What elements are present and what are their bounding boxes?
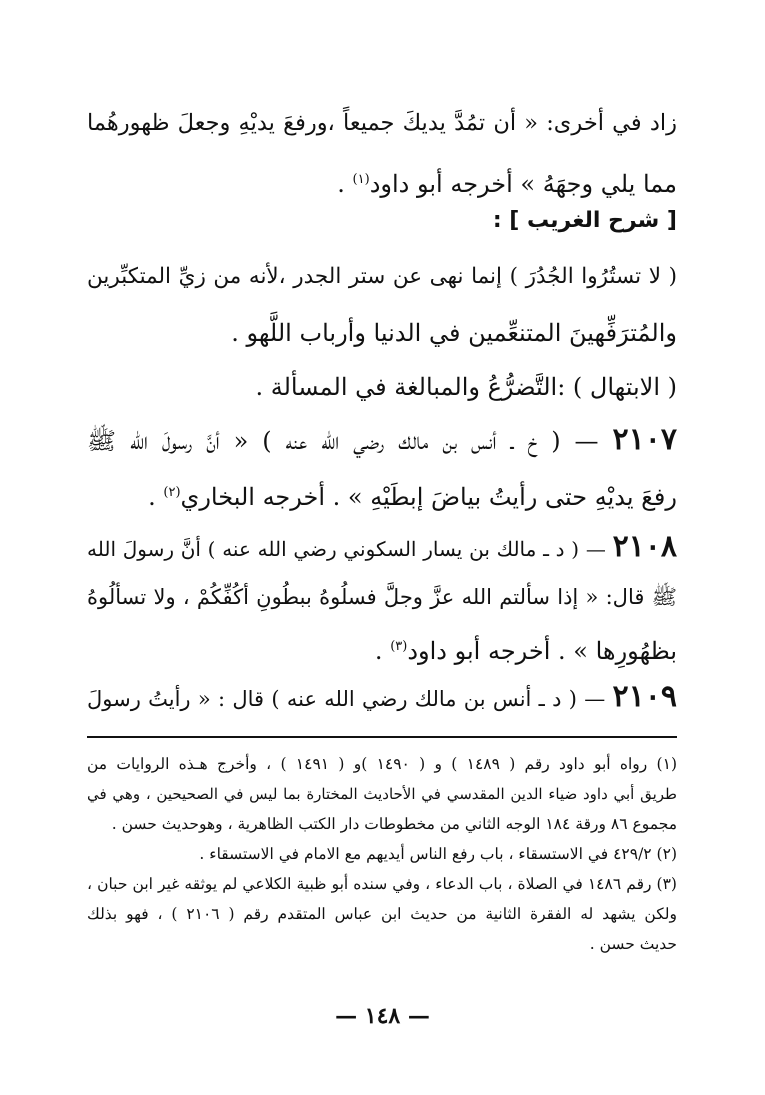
hadith-2108-end: .	[374, 637, 383, 665]
hadith-number-2108: ٢١٠٨	[612, 529, 678, 564]
text-line-6: ( الابتهال ) :التَّضرُّعُ والمبالغة في المسألة .	[255, 373, 677, 401]
page-number: — ١٤٨ —	[335, 1003, 430, 1029]
text-line-2-end: .	[337, 170, 345, 198]
footnote-3-line-3: حديث حسن .	[589, 935, 677, 953]
text-line-1: زاد في أخرى: « أن تمُدَّ يديكَ جميعاً ،ورفعَ يديْهِ وجعلَ ظهورهُما	[87, 110, 677, 136]
footnote-ref-2: (٢)	[163, 485, 181, 500]
hadith-2107-text-1: — ( خ ـ أنس بن مالك رضي الله عنه ) « أنَّ رسولَ الله ﷺ	[87, 427, 599, 455]
hadith-2108-text-1: — ( د ـ مالك بن يسار السكوني رضي الله عنه ) أنَّ رسولَ الله	[87, 537, 606, 561]
footnote-1-line-2: طريق أبي داود ضياء الدين المقدسي في الأحاديث المختارة بما ليس في الصحيحين ، وهي في	[87, 785, 677, 803]
hadith-2108-line-3	[375, 632, 677, 666]
footnote-ref-1: (١)	[352, 172, 370, 187]
footnote-1-line-3: مجموع ٨٦ ورقة ١٨٤ الوجه الثاني من مخطوطات دار الكتب الظاهرية ، وهوحديث حسن .	[111, 815, 677, 833]
hadith-2108-line-2: ﷺ قال: « إذا سألتم الله عزَّ وجلَّ فسلُوهُ ببطُونِ أكُفِّكُمْ ، ولا تسألُوهُ	[87, 585, 677, 609]
footnote-3-line-2: ولكن يشهد له الفقرة الثانية من حديث ابن عباس المتقدم رقم ( ٢١٠٦ ) ، فهو بذلك	[87, 905, 677, 923]
hadith-2109-line-1	[87, 679, 677, 714]
text-line-2	[337, 165, 677, 199]
text-line-4: ( لا تستُرُوا الجُدُرَ ) إنما نهى عن ستر الجدر ،لأنه من زيِّ المتكبِّرين	[87, 264, 677, 289]
gharib-heading: [ شرح الغريب ] :	[492, 208, 677, 233]
text-line-2-main: مما يلي وجهَهُ » أخرجه أبو داود	[369, 170, 677, 198]
footnote-2-line-1: (٢) ٤٢٩/٢ في الاستسقاء ، باب رفع الناس أيديهم مع الامام في الاستسقاء .	[199, 845, 677, 863]
footnote-ref-3: (٣)	[390, 639, 408, 654]
footnote-3-line-1: (٣) رقم ١٤٨٦ في الصلاة ، باب الدعاء ، وفي سنده أبو ظبية الكلاعي لم يوثقه غير ابن حبان ،	[87, 875, 677, 893]
hadith-2108-line-1	[87, 529, 678, 564]
footnote-1-line-1: (١) رواه أبو داود رقم ( ١٤٨٩ ) و ( ١٤٩٠ )و ( ١٤٩١ ) ، وأخرج هـذه الروايات من	[87, 755, 677, 773]
hadith-2109-text-1: — ( د ـ أنس بن مالك رضي الله عنه ) قال : « رأيتُ رسولَ	[87, 687, 606, 711]
hadith-2108-text-3: بظهُورِها » . أخرجه أبو داود	[407, 637, 677, 665]
text-line-5: والمُترَفِّهينَ المتنعِّمين في الدنيا وأرباب اللَّهو .	[231, 319, 677, 347]
footnote-divider	[87, 736, 677, 738]
hadith-number-2109: ٢١٠٩	[612, 679, 677, 714]
hadith-2107-end: .	[148, 483, 156, 511]
hadith-2107-text-2: رفعَ يديْهِ حتى رأيتُ بياضَ إبطَيْهِ » . أخرجه البخاري	[180, 483, 677, 511]
hadith-2107-line-2	[148, 478, 677, 512]
hadith-number-2107: ٢١٠٧	[612, 422, 677, 457]
hadith-2107-line-1	[87, 422, 677, 457]
